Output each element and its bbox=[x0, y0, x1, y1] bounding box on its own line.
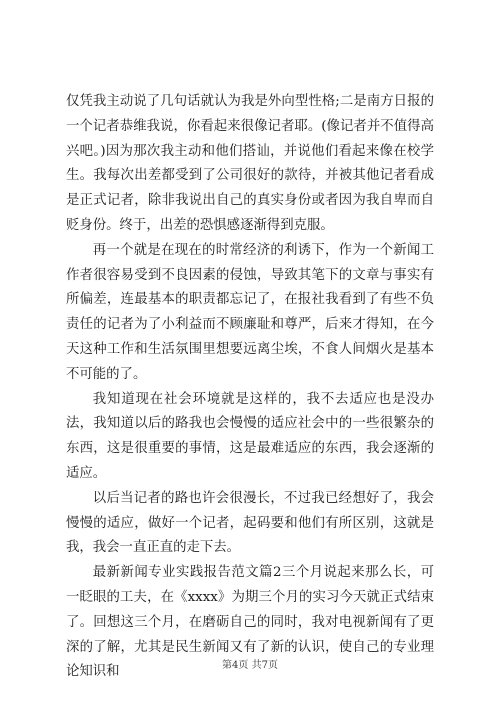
paragraph-1: 仅凭我主动说了几句话就认为我是外向型性格;二是南方日报的一个记者恭维我说，你看起来很像记者耶。(像记者并不值得高兴吧。)因为那次我主动和他们搭讪，并说他们看起来像在校学生。我每次出差都受到了公司很好的款待，并被其他记者看成是正式记者，除非我说出自己的真实身份或者因为我自卑而自贬身份。终于，出差的恐惧感逐渐得到克服。 bbox=[66, 94, 434, 233]
paragraph-2: 再一个就是在现在的时常经济的利诱下，作为一个新闻工作者很容易受到不良因素的侵蚀，导致其笔下的文章与事实有所偏差，连最基本的职责都忘记了，在报社我看到了有些不负责任的记者为了小利益而不顾廉耻和尊严，后来才得知，在今天这种工作和生活氛围里想要远离尘埃，不食人间烟火是基本不可能的了。 bbox=[66, 242, 434, 382]
document-body bbox=[66, 90, 434, 685]
paragraph-4: 以后当记者的路也许会很漫长，不过我已经想好了，我会慢慢的适应，做好一个记者，起码要和他们有所区别，这就是我，我会一直正直的走下去。 bbox=[66, 490, 434, 556]
paragraph-3: 我知道现在社会环境就是这样的，我不去适应也是没办法，我知道以后的路我也会慢慢的适应社会中的一些很繁杂的东西，这是很重要的事情，这是最难适应的东西，我会逐渐的适应。 bbox=[66, 391, 434, 481]
page-footer: 第4页 共7页 bbox=[222, 660, 278, 671]
paragraph-5: 最新新闻专业实践报告范文篇2三个月说起来那么长，可一眨眼的工夫，在《xxxx》为期三个月的实习今天就正式结束了。回想这三个月，在磨砺自己的同时，我对电视新闻有了更深的了解，尤其是民生新闻又有了新的认识，使自己的专业理论知识和 bbox=[66, 565, 434, 680]
